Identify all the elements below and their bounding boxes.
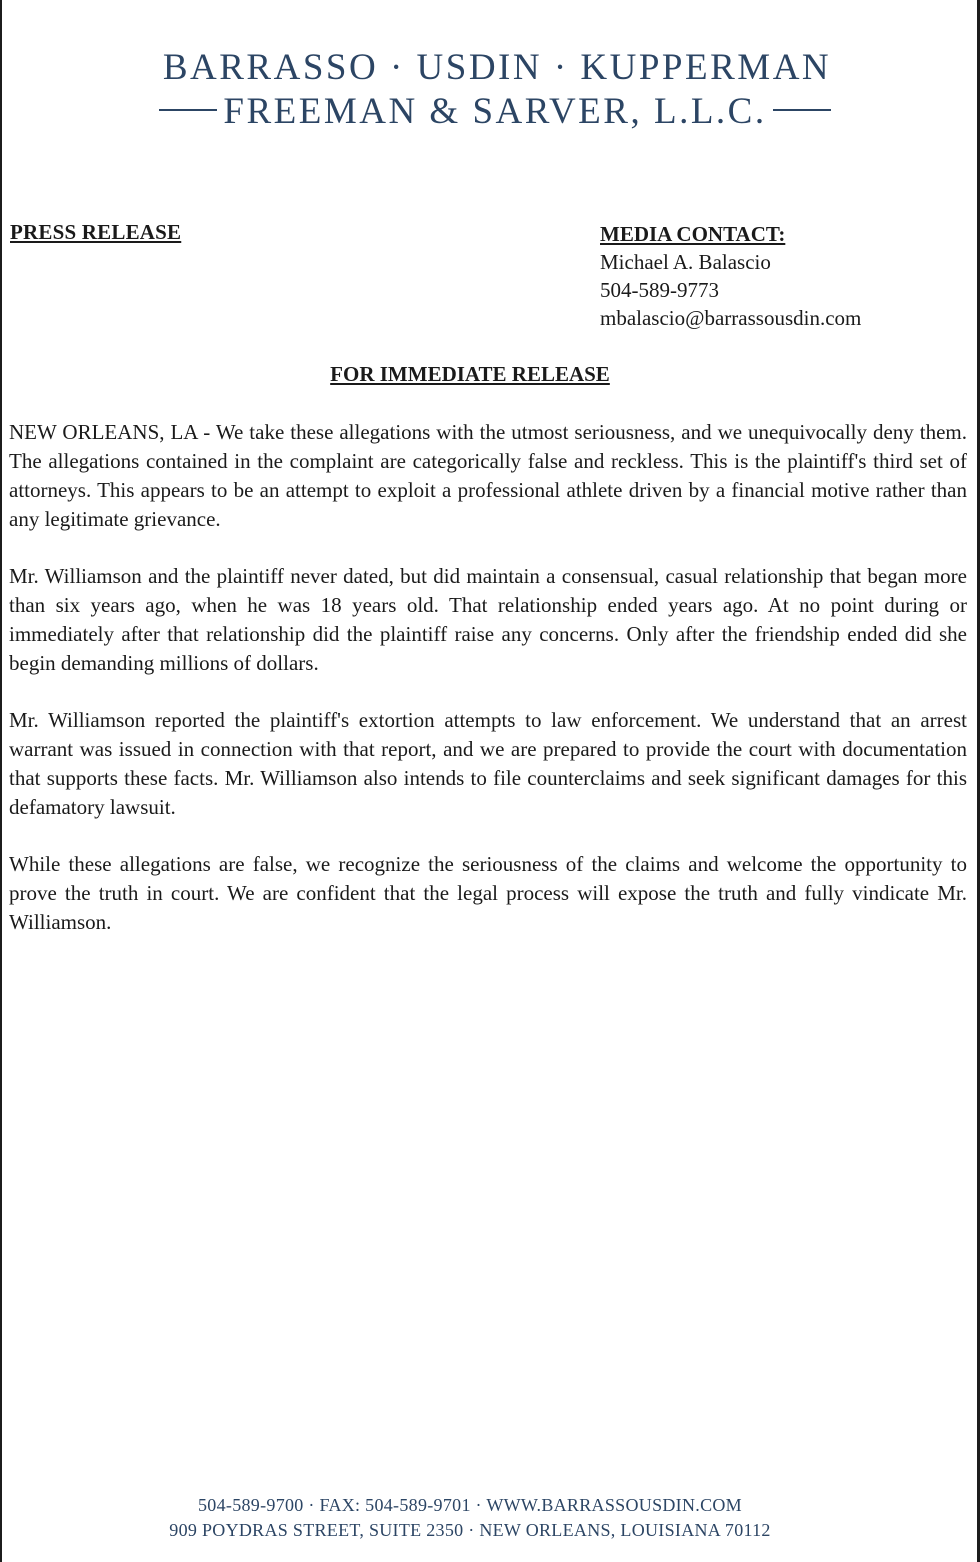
footer-contact-line: 504-589-9700 · FAX: 504-589-9701 · WWW.BARRASSOUSDIN.COM (198, 1495, 742, 1515)
media-contact-phone: 504-589-9773 (600, 278, 719, 302)
letterhead (0, 46, 980, 134)
letterhead-rule-left (159, 109, 217, 111)
media-contact-heading: MEDIA CONTACT: (600, 222, 786, 246)
body-paragraph: Mr. Williamson reported the plaintiff's extortion attempts to law enforcement. We understand that an arrest warrant was issued in connection with that report, and we are prepared to provide the court with documentation that supports these facts. Mr. Williamson also intends to file counterclaims and seek significant damages for this defamatory lawsuit. (9, 708, 967, 819)
press-release-body (9, 418, 967, 965)
body-paragraph: NEW ORLEANS, LA - We take these allegations with the utmost seriousness, and we unequivocally deny them. The allegations contained in the complaint are categorically false and reckless. This is the plaintiff's third set of attorneys. This appears to be an attempt to exploit a professional athlete driven by a financial motive rather than any legitimate grievance. (9, 420, 967, 531)
footer-address-line: 909 POYDRAS STREET, SUITE 2350 · NEW ORLEANS, LOUISIANA 70112 (169, 1520, 771, 1540)
letterhead-firm-names: BARRASSO · USDIN · KUPPERMAN (162, 47, 832, 88)
immediate-release-label: FOR IMMEDIATE RELEASE (330, 362, 610, 386)
letterhead-footer (0, 1493, 980, 1543)
letterhead-rule-right (773, 109, 831, 111)
press-release-label: PRESS RELEASE (10, 220, 182, 244)
letterhead-firm-names-line2 (10, 90, 980, 134)
media-contact-block (600, 220, 861, 332)
body-paragraph: Mr. Williamson and the plaintiff never dated, but did maintain a consensual, casual relationship that began more than six years ago, when he was 18 years old. That relationship ended years ago. At no point during or immediately after that relationship did the plaintiff raise any concerns. Only after the friendship ended did she begin demanding millions of dollars. (9, 564, 967, 675)
media-contact-email: mbalascio@barrassousdin.com (600, 306, 862, 330)
media-contact-name: Michael A. Balascio (600, 250, 771, 274)
letterhead-firm-suffix: FREEMAN & SARVER, L.L.C. (223, 91, 767, 132)
body-paragraph: While these allegations are false, we recognize the seriousness of the claims and welcome the opportunity to prove the truth in court. We are confident that the legal process will expose the truth and fully vindicate Mr. Williamson. (9, 852, 967, 934)
page-left-border (0, 0, 2, 1562)
